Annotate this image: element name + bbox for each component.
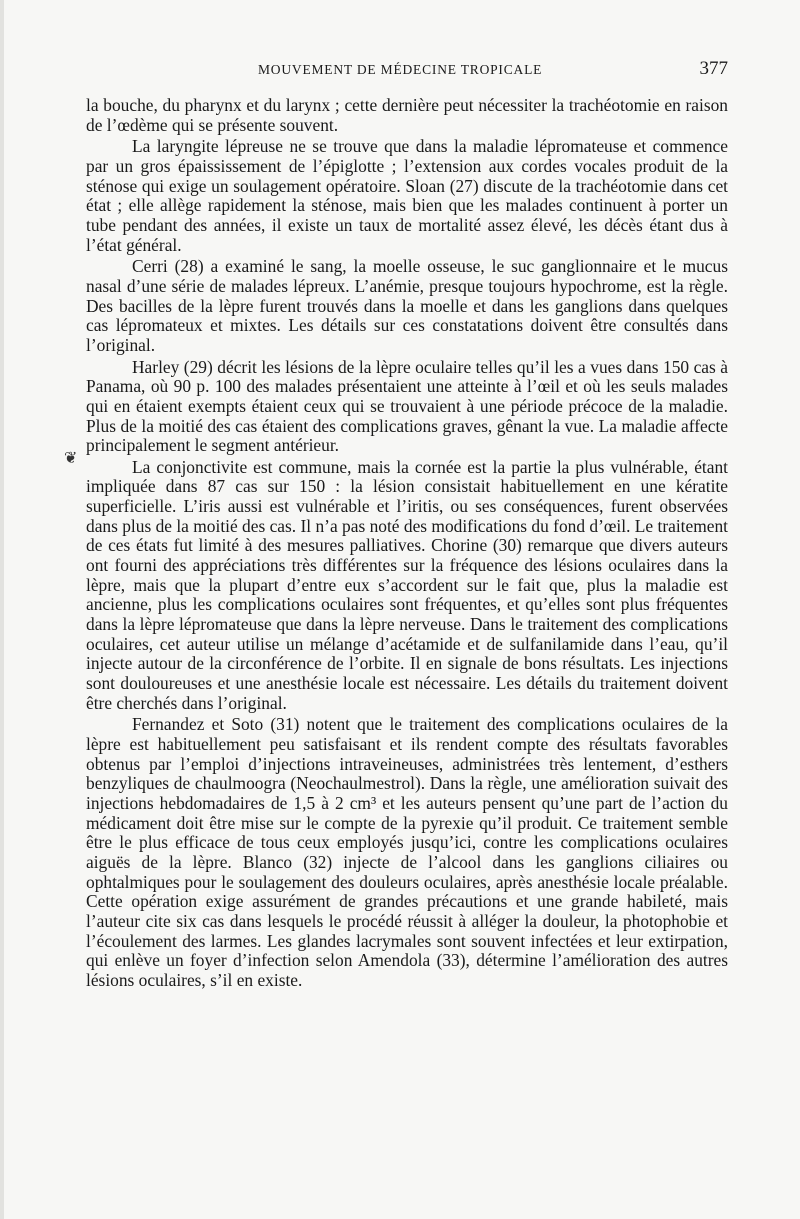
page-number: 377 bbox=[699, 58, 728, 79]
paragraph-harley: Harley (29) décrit les lésions de la lèpre oculaire telles qu’il les a vues dans 150 cas à Panama, où 90 p. 100 des malades présentaient une atteinte à l’œil et où les seuls malades qui en étaient exempts étaient ceux qui se trouvaient à une période précoce de la maladie. Plus de la moitié des cas étaient des complications graves, gênant la vue. La maladie affecte principalement le segment antérieur. bbox=[86, 356, 728, 456]
paragraph-laryngite: La laryngite lépreuse ne se trouve que dans la maladie lépromateuse et commence par un gros épaississement de l’épiglotte ; l’extension aux cordes vocales produit de la sténose qui exige un soulagement opératoire. Sloan (27) discute de la trachéotomie dans cet état ; elle allège rapidement la sténose, mais bien que les malades continuent à porter un tube pendant des années, il existe un taux de mortalité assez élevé, les décès étant dus à l’état général. bbox=[86, 136, 728, 255]
running-title: MOUVEMENT DE MÉDECINE TROPICALE bbox=[258, 62, 543, 77]
page-header bbox=[86, 60, 728, 84]
paragraph-continuation: la bouche, du pharynx et du larynx ; cette dernière peut nécessiter la trachéotomie en raison de l’œdème qui se présente souvent. bbox=[86, 95, 728, 135]
paragraph-fernandez-soto: Fernandez et Soto (31) notent que le traitement des complications oculaires de la lèpre est habituellement peu satisfaisant et ils rendent compte des résultats favorables obtenus par l’emploi d’injections intraveineuses, administrées très lentement, d’esthers benzyliques de chaulmoogra (Neochaulmestrol). Dans la règle, une amélioration suivait des injections hebdomadaires de 1,5 à 2 cm³ et les auteurs pensent qu’une part de l’action du médicament doit être mise sur le compte de la pyrexie qu’il produit. Ce traitement semble être le plus efficace de tous ceux employés jusqu’ici, contre les complications oculaires aiguës de la lèpre. Blanco (32) injecte de l’alcool dans les ganglions ciliaires ou ophtalmiques pour le soulagement des douleurs oculaires, après anesthésie locale préalable. Cette opération exige assurément de grandes précautions et une grande habileté, mais l’auteur cite six cas dans lesquels le procédé réussit à alléger la douleur, la photophobie et l’écoulement des larmes. Les glandes lacrymales sont souvent infectées et leur extirpation, qui enlève un foyer d’infection selon Amendola (33), détermine l’amélioration des autres lésions oculaires, s’il en existe. bbox=[86, 714, 728, 990]
paragraph-conjonctivite: La conjonctivite est commune, mais la cornée est la partie la plus vulnérable, étant impliquée dans 87 cas sur 150 : la lésion consistait habituellement en une kératite superficielle. L’iris aussi est vulnérable et l’iritis, ou ses conséquences, furent observées dans plus de la moitié des cas. Il n’a pas noté des modifications du fond d’œil. Le traitement de ces états fut limité à des mesures palliatives. Chorine (30) remarque que divers auteurs ont fourni des appréciations très différentes sur la fréquence des lésions oculaires dans la lèpre, mais que la plupart d’entre eux s’accordent sur le fait que, plus la maladie est ancienne, plus les complications oculaires sont fréquentes, et qu’elles sont plus fréquentes dans la lèpre lépromateuse que dans la lèpre nerveuse. Dans le traitement des complications oculaires, cet auteur utilise un mélange d’acétamide et de sulfanilamide dans l’eau, qu’il injecte autour de la circonférence de l’orbite. Il en signale de bons résultats. Les injections sont douloureuses et une anesthésie locale est nécessaire. Les détails du traitement doivent être cherchés dans l’original. bbox=[86, 456, 728, 713]
margin-mark-icon: ❦ bbox=[64, 450, 78, 467]
body-text bbox=[86, 96, 728, 991]
scan-edge bbox=[0, 0, 4, 1219]
paragraph-cerri: Cerri (28) a examiné le sang, la moelle osseuse, le suc ganglionnaire et le mucus nasal d’une série de malades lépreux. L’anémie, presque toujours hypochrome, est la règle. Des bacilles de la lèpre furent trouvés dans la moelle et dans les ganglions dans quelques cas lépromateux et mixtes. Les détails sur ces constatations doivent être consultés dans l’original. bbox=[86, 256, 728, 355]
